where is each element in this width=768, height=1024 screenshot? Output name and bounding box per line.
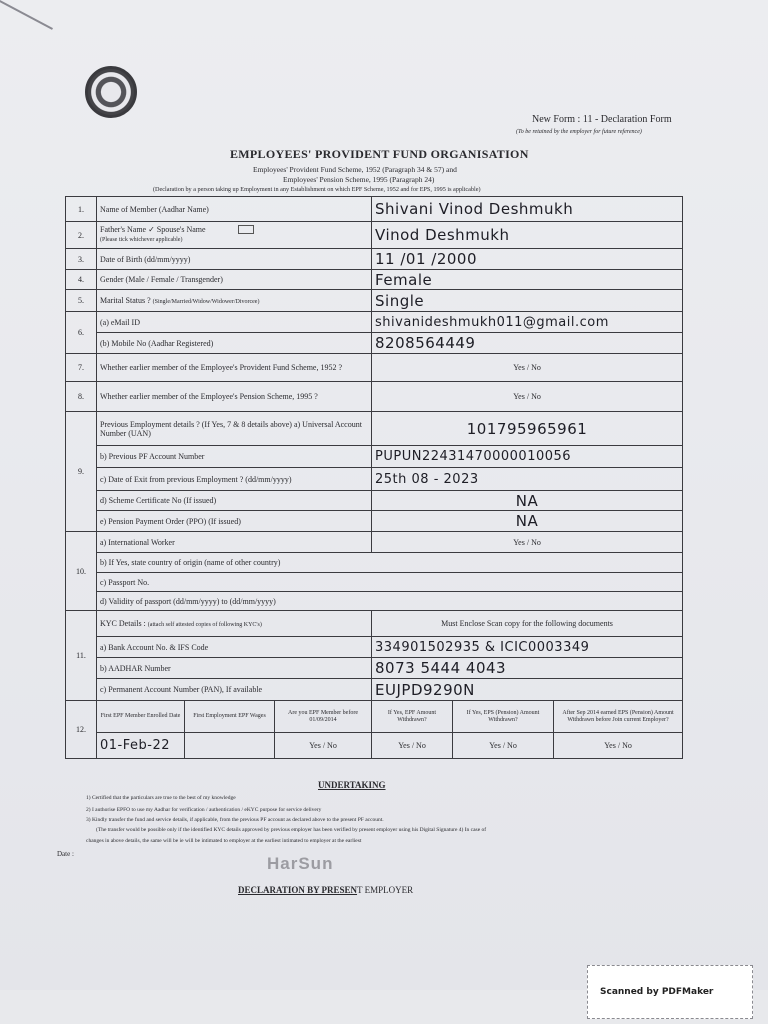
email-value: shivanideshmukh011@gmail.com [372,312,683,333]
wages-value [185,733,275,759]
scheme-line-1: Employees' Provident Fund Scheme, 1952 (Paragraph 34 & 57) and [253,165,457,174]
field-label: Whether earlier member of the Employee's Provident Fund Scheme, 1952 ? [97,354,372,382]
father-name-value: Vinod Deshmukh [372,222,683,249]
row-9a-uan [66,412,683,446]
row-number: 1. [66,197,97,222]
organisation-title: EMPLOYEES' PROVIDENT FUND ORGANISATION [230,147,529,161]
kyc-right-note: Must Enclose Scan copy for the following documents [372,611,683,637]
field-label: Name of Member (Aadhar Name) [97,197,372,222]
undertaking-item: (The transfer would be possible only if the identified KYC details approved by previous employer has been verified by present employer using his Digital Signature 4) In case of [96,827,487,833]
row-11-kyc-header [66,611,683,637]
member-before-value: Yes / No [275,733,372,759]
uan-value: 101795965961 [372,412,683,446]
row-9c-exit-date [66,468,683,491]
form-title: New Form : 11 - Declaration Form [532,114,672,125]
spouse-name-label: Spouse's Name [156,224,206,234]
row-2-father-spouse [66,222,683,249]
field-label [97,222,372,249]
row-number: 10. [66,532,97,611]
row-number: 8. [66,382,97,412]
undertaking-item: changes in above details, the same will be ie will be intimated to employer at the earliest intimated to employer at the earliest [86,838,362,844]
watermark: HarSun [267,854,334,873]
field-note: (Please tick whichever applicable) [100,237,183,244]
row-10a-intl-worker [66,532,683,553]
field-label: Previous Employment details ? (If Yes, 7 & 8 details above) a) Universal Account Number (UAN) [97,412,372,446]
field-label: e) Pension Payment Order (PPO) (If issued) [97,511,372,532]
page-crease [0,0,53,30]
row-number: 4. [66,270,97,290]
row-4-gender [66,270,683,290]
row-10d-passport-validity [66,592,683,611]
bank-account-value: 334901502935 & ICIC0003349 [372,637,683,658]
row-number: 7. [66,354,97,382]
row-number: 12. [66,701,97,759]
after-2014-value: Yes / No [554,733,683,759]
field-label: c) Date of Exit from previous Employment ? (dd/mm/yyyy) [97,468,372,491]
member-name-value: Shivani Vinod Deshmukh [372,197,683,222]
mobile-value: 8208564449 [372,333,683,354]
pan-value: EUJPD9290N [372,679,683,701]
row-3-dob [66,249,683,270]
row-7-epf-member [66,354,683,382]
row-10c-passport [66,573,683,592]
eps-member-value: Yes / No [372,382,683,412]
field-label [97,290,372,312]
eps-withdrawn-value: Yes / No [453,733,554,759]
checkbox-icon [238,225,254,234]
undertaking-item: 3) Kindly transfer the fund and service details, if applicable, from the previous PF account as declared above to the present PF account. [86,817,384,823]
row-11b-aadhar [66,658,683,679]
row-9d-scheme-cert [66,491,683,511]
present-employer-declaration [238,885,413,895]
marital-label: Marital Status ? [100,296,151,305]
field-label: (a) eMail ID [97,312,372,333]
date-label: Date : [57,850,74,858]
aadhar-value: 8073 5444 4043 [372,658,683,679]
row-11c-pan [66,679,683,701]
dob-value: 11 /01 /2000 [372,249,683,270]
pf-account-value: PUPUN22431470000010056 [372,446,683,468]
intl-worker-value: Yes / No [372,532,683,553]
row-5-marital [66,290,683,312]
row-9b-pf-account [66,446,683,468]
field-label: d) Scheme Certificate No (If issued) [97,491,372,511]
row-10b-country [66,553,683,573]
tick-mark-icon: ✓ [148,224,155,234]
field-label [97,611,372,637]
scheme-cert-value: NA [372,491,683,511]
field-label: (b) Mobile No (Aadhar Registered) [97,333,372,354]
row-9e-ppo [66,511,683,532]
column-header: Are you EPF Member before 01/09/2014 [275,701,372,733]
row-number: 11. [66,611,97,701]
row-1-name [66,197,683,222]
row-8-eps-member [66,382,683,412]
field-label: b) If Yes, state country of origin (name of other country) [97,553,683,573]
father-name-label: Father's Name [100,224,147,234]
undertaking-item: 1) Certified that the particulars are true to the best of my knowledge [86,795,236,801]
row-6a-email [66,312,683,333]
field-label: c) Permanent Account Number (PAN), If available [97,679,372,701]
enrolled-date-value: 01-Feb-22 [97,733,185,759]
column-header: If Yes, EPF Amount Withdrawn? [372,701,453,733]
row-12-headers [66,701,683,733]
row-number: 5. [66,290,97,312]
scanner-stamp: Scanned by PDFMaker [600,987,714,997]
row-6b-mobile [66,333,683,354]
declaration-note: (Declaration by a person taking up Employment in any Establishment on which EPF Scheme, 1952 and for EPS, 1995 is applicable) [153,186,481,193]
epf-withdrawn-value: Yes / No [372,733,453,759]
row-12-values [66,733,683,759]
field-label: d) Validity of passport (dd/mm/yyyy) to (dd/mm/yyyy) [97,592,683,611]
field-label: b) AADHAR Number [97,658,372,679]
field-label: Whether earlier member of the Employee's Pension Scheme, 1995 ? [97,382,372,412]
row-11a-bank [66,637,683,658]
exit-date-value: 25th 08 - 2023 [372,468,683,491]
kyc-label: KYC Details : [100,619,146,628]
field-label: a) Bank Account No. & IFS Code [97,637,372,658]
undertaking-item: 2) I authorise EPFO to use my Aadhar for verification / authentication / eKYC purpose for service delivery [86,807,322,813]
declaration-rest: T EMPLOYER [357,885,414,895]
column-header: First Employment EPF Wages [185,701,275,733]
column-header: If Yes, EPS (Pension) Amount Withdrawn? [453,701,554,733]
scheme-line-2: Employees' Pension Scheme, 1995 (Paragraph 24) [283,175,435,184]
field-label: Date of Birth (dd/mm/yyyy) [97,249,372,270]
field-note: (Single/Married/Widow/Widower/Divorcee) [152,299,260,305]
field-label: a) International Worker [97,532,372,553]
row-number: 6. [66,312,97,354]
ppo-value: NA [372,511,683,532]
epf-member-value: Yes / No [372,354,683,382]
kyc-note: (attach self attested copies of following KYC's) [147,622,262,628]
row-number: 3. [66,249,97,270]
form-note: (To be retained by the employer for future reference) [516,129,642,135]
row-number: 9. [66,412,97,532]
column-header: First EPF Member Enrolled Date [97,701,185,733]
gender-value: Female [372,270,683,290]
column-header: After Sep 2014 earned EPS (Pension) Amount Withdrawn before Join current Employer? [554,701,683,733]
row-number: 2. [66,222,97,249]
declaration-bold: DECLARATION BY PRESEN [238,885,358,895]
undertaking-title: UNDERTAKING [318,780,386,790]
field-label: c) Passport No. [97,573,683,592]
declaration-form-table [65,196,683,759]
marital-value: Single [372,290,683,312]
field-label: Gender (Male / Female / Transgender) [97,270,372,290]
field-label: b) Previous PF Account Number [97,446,372,468]
epfo-emblem-logo [85,66,137,118]
